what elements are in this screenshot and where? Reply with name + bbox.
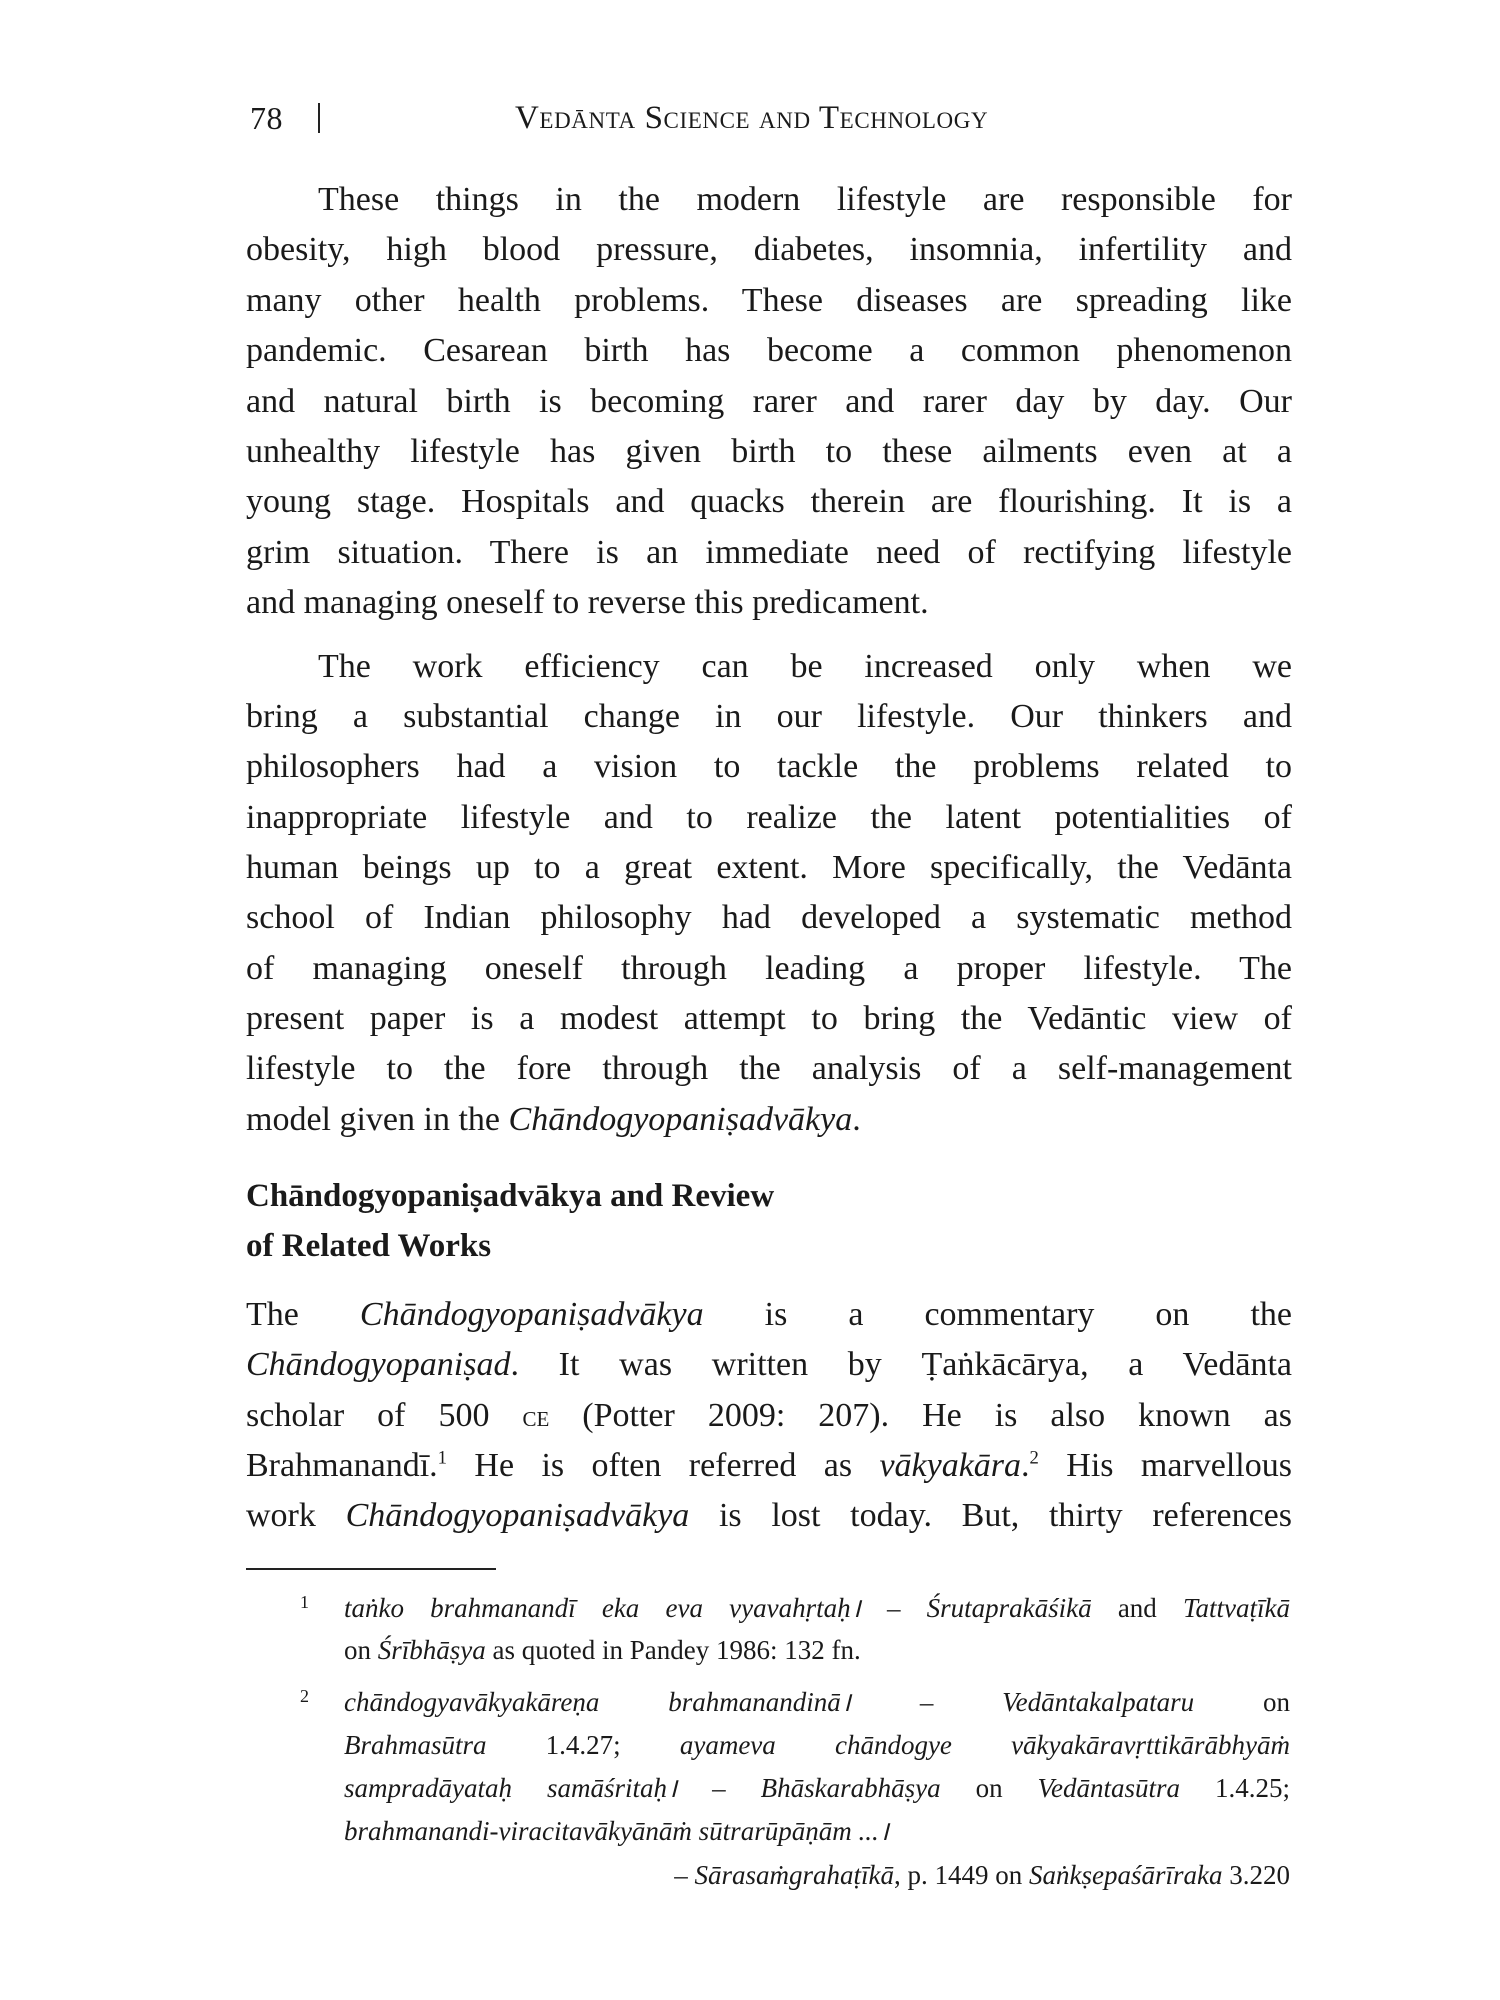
italic-quote: chāndogyavākyakāreṇa brahmanandinā। (344, 1687, 851, 1717)
text-line: pandemic. Cesarean birth has become a common phenomenon (246, 332, 1292, 369)
text-span: – (677, 1773, 761, 1803)
italic-title: Brahmasūtra (344, 1730, 487, 1760)
text-line: obesity, high blood pressure, diabetes, insomnia, infertility and (246, 231, 1292, 268)
text-span: work (246, 1497, 346, 1534)
italic-quote: taṅko brahmanandī eka eva vyavahṛtaḥ। (344, 1593, 861, 1623)
footnote-line (344, 1770, 1290, 1806)
text-span: (Potter 2009: 207). He is also known as (549, 1397, 1292, 1434)
italic-quote: brahmanandi-viracitavākyānāṁ sūtrarūpāṇām ...। (344, 1816, 889, 1846)
running-title: Vedānta Science and Technology (515, 100, 989, 136)
text-span: . (1021, 1447, 1030, 1484)
italic-title: Vedāntakalpataru (1002, 1687, 1195, 1717)
text-span: – (850, 1687, 1003, 1717)
text-line: inappropriate lifestyle and to realize the latent potentialities of (246, 799, 1292, 836)
italic-quote: ayameva chāndogye vākyakāravṛttikārābhyāṁ (679, 1730, 1290, 1760)
text-span: The (246, 1296, 360, 1333)
footnote-ref-1[interactable]: 1 (437, 1447, 448, 1469)
text-line: and managing oneself to reverse this predicament. (246, 584, 929, 621)
text-line: of managing oneself through leading a proper lifestyle. The (246, 950, 1292, 987)
text-line: school of Indian philosophy had developed a systematic method (246, 899, 1292, 936)
footnote-line (344, 1813, 1290, 1849)
text-line: many other health problems. These diseases are spreading like (246, 282, 1292, 319)
text-span: scholar of 500 (246, 1397, 523, 1434)
text-span: Brahmanandī. (246, 1447, 438, 1484)
text-span: 3.220 (1222, 1860, 1290, 1890)
footnote-line (344, 1684, 1290, 1720)
text-span: on (940, 1773, 1038, 1803)
text-span: 1.4.25; (1180, 1773, 1290, 1803)
footnote-rule (246, 1568, 496, 1570)
text-line: young stage. Hospitals and quacks therein are flourishing. It is a (246, 483, 1292, 520)
text-span: is a commentary on the (703, 1296, 1292, 1333)
text-span: , p. 1449 on (894, 1860, 1030, 1890)
text-line: human beings up to a great extent. More specifically, the Vedānta (246, 849, 1292, 886)
text-span: and (1091, 1593, 1183, 1623)
text-line: and natural birth is becoming rarer and rarer day by day. Our (246, 383, 1292, 420)
text-line: present paper is a modest attempt to bring the Vedāntic view of (246, 1000, 1292, 1037)
italic-title: Śrībhāṣya (377, 1635, 486, 1665)
text-line: These things in the modern lifestyle are responsible for (318, 181, 1292, 218)
text-span: as quoted in Pandey 1986: 132 fn. (485, 1635, 861, 1665)
text-span: on (1194, 1687, 1290, 1717)
footnote-number: 2 (300, 1686, 309, 1706)
text-span: 1.4.27; (486, 1730, 680, 1760)
text-line (246, 1494, 1292, 1538)
text-line: The work efficiency can be increased only when we (318, 648, 1292, 685)
text-line (246, 1343, 1292, 1387)
text-span: – (860, 1593, 927, 1623)
italic-title: Tattvaṭīkā (1182, 1593, 1290, 1623)
footnote-number: 1 (300, 1592, 309, 1612)
italic-quote: sampradāyataḥ samāśritaḥ। (344, 1773, 678, 1803)
footnote-line (344, 1590, 1290, 1626)
text-span: model given in the (246, 1101, 509, 1138)
footnote-ref-2[interactable]: 2 (1029, 1447, 1039, 1469)
text-line: philosophers had a vision to tackle the problems related to (246, 748, 1292, 785)
text-line (246, 1098, 1292, 1142)
italic-title: Chāndogyopaniṣad (246, 1346, 511, 1383)
italic-title: Sārasaṁgrahaṭīkā (694, 1860, 895, 1890)
text-span: – (674, 1860, 695, 1890)
text-line (246, 1394, 1292, 1438)
text-line: bring a substantial change in our lifestyle. Our thinkers and (246, 698, 1292, 735)
italic-title: Śrutaprakāśikā (926, 1593, 1092, 1623)
footnote-line (344, 1632, 1290, 1668)
text-span: on (344, 1635, 378, 1665)
footnote-line (344, 1727, 1290, 1763)
italic-title: Chāndogyopaniṣadvākya (508, 1101, 853, 1138)
text-span: His marvellous (1038, 1447, 1292, 1484)
page-number: 78 (250, 100, 283, 136)
italic-term: vākyakāra (879, 1447, 1022, 1484)
italic-title: Vedāntasūtra (1037, 1773, 1181, 1803)
text-line: grim situation. There is an immediate need of rectifying lifestyle (246, 534, 1292, 571)
text-line (246, 1444, 1292, 1488)
italic-title: Chāndogyopaniṣadvākya (345, 1497, 690, 1534)
italic-title: Chāndogyopaniṣadvākya (359, 1296, 704, 1333)
era-abbreviation: ce (522, 1399, 550, 1433)
section-heading-line-2: of Related Works (246, 1228, 492, 1264)
header-separator (318, 103, 320, 133)
text-span: . (852, 1101, 861, 1138)
text-span: . It was written by Ṭaṅkācārya, a Vedānta (510, 1346, 1292, 1383)
italic-title: Bhāskarabhāṣya (760, 1773, 941, 1803)
text-span: He is often referred as (447, 1447, 880, 1484)
section-heading-line-1: Chāndogyopaniṣadvākya and Review (246, 1178, 775, 1214)
text-line: lifestyle to the fore through the analysis of a self-management (246, 1050, 1292, 1087)
italic-title: Saṅkṣepaśārīraka (1029, 1860, 1223, 1890)
text-span: is lost today. But, thirty references (689, 1497, 1292, 1534)
footnote-attribution (674, 1860, 1290, 1891)
text-line (246, 1293, 1292, 1337)
text-line: unhealthy lifestyle has given birth to these ailments even at a (246, 433, 1292, 470)
